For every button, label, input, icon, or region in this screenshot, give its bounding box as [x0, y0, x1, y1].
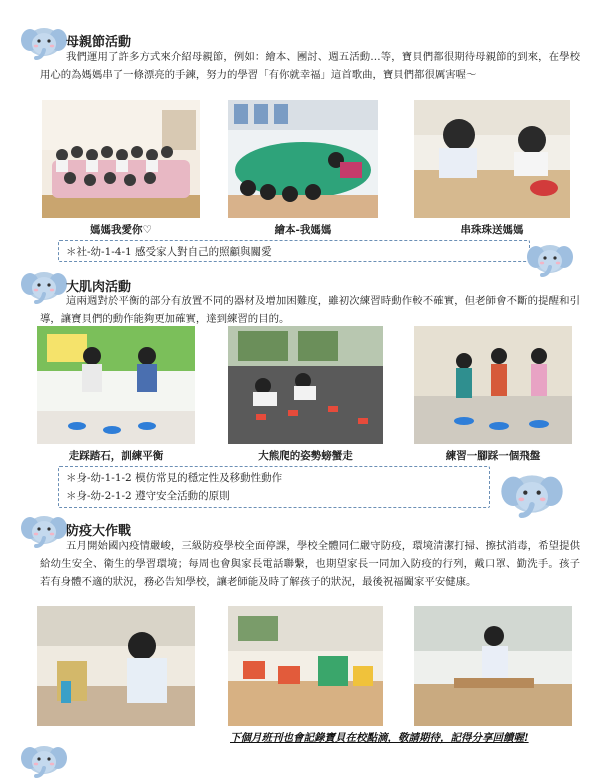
caption-bead-bracelet: 串珠珠送媽媽 [460, 224, 524, 236]
elephant-icon [20, 742, 68, 778]
curriculum-note-2: ＊身-幼-2-1-2 遵守安全活動的原則 [66, 490, 230, 502]
photo-mothers-day-group [42, 100, 200, 218]
caption-frisbee-step: 練習一腳踩一個飛盤 [445, 450, 541, 462]
photo-balance-stones [37, 326, 195, 444]
photo-cleaning-2 [228, 606, 383, 726]
photo-picture-book [228, 100, 378, 218]
photo-cleaning-1 [37, 606, 195, 726]
section1-body: 我們運用了許多方式來介紹母親節，例如：繪本、團討、週五活動…等，寶貝們都很期待母親節的到來，在學校用心的為媽媽串了一條漂亮的手鍊，努力的學習「有你就幸福」這首歌曲，寶貝們都很厲害喔～ [40, 51, 580, 81]
curriculum-note: ＊社-幼-1-4-1 感受家人對自己的照顧與關愛 [66, 246, 272, 258]
elephant-icon [500, 470, 564, 518]
photo-frisbee-step [414, 326, 572, 444]
caption-crab-walk: 大熊爬的姿勢螃蟹走 [258, 450, 353, 462]
footer-message: 下個月班刊也會記錄寶貝在校點滴，敬請期待，記得分享回饋喔! [230, 732, 529, 744]
photo-cleaning-3 [414, 606, 572, 726]
photo-bead-bracelet [414, 100, 570, 218]
section1-title: 母親節活動 [66, 35, 132, 50]
section2-body: 這兩週對於平衡的部分有放置不同的器材及增加困難度，雖初次練習時動作較不確實，但老師會不斷的提醒和引導，讓寶貝們的動作能夠更加確實，達到練習的目的。 [40, 295, 580, 325]
caption-mothers-day: 媽媽我愛你♡ [90, 224, 152, 236]
caption-picture-book: 繪本-我媽媽 [274, 224, 332, 236]
elephant-icon [526, 241, 574, 277]
curriculum-note-1: ＊身-幼-1-1-2 模仿常見的穩定性及移動性動作 [66, 472, 283, 484]
section3-body: 五月開始國內疫情嚴峻，三級防疫學校全面停課，學校全體同仁嚴守防疫，環境清潔打掃、擦拭消毒，希望提供給幼生安全、衛生的學習環境；每周也會與家長電話聯繫，也期望家長一同加入防疫的行列，戴口罩、勤洗手。孩子若有身體不適的狀況，務必告知學校，讓老師能及時了解孩子的狀況，最後祝福闔家平安健康。 [40, 540, 580, 588]
section2-title: 大肌肉活動 [66, 280, 132, 295]
section3-title: 防疫大作戰 [66, 524, 132, 539]
photo-crab-walk [228, 326, 383, 444]
caption-balance-stones: 走踩踏石，訓練平衡 [68, 450, 164, 462]
